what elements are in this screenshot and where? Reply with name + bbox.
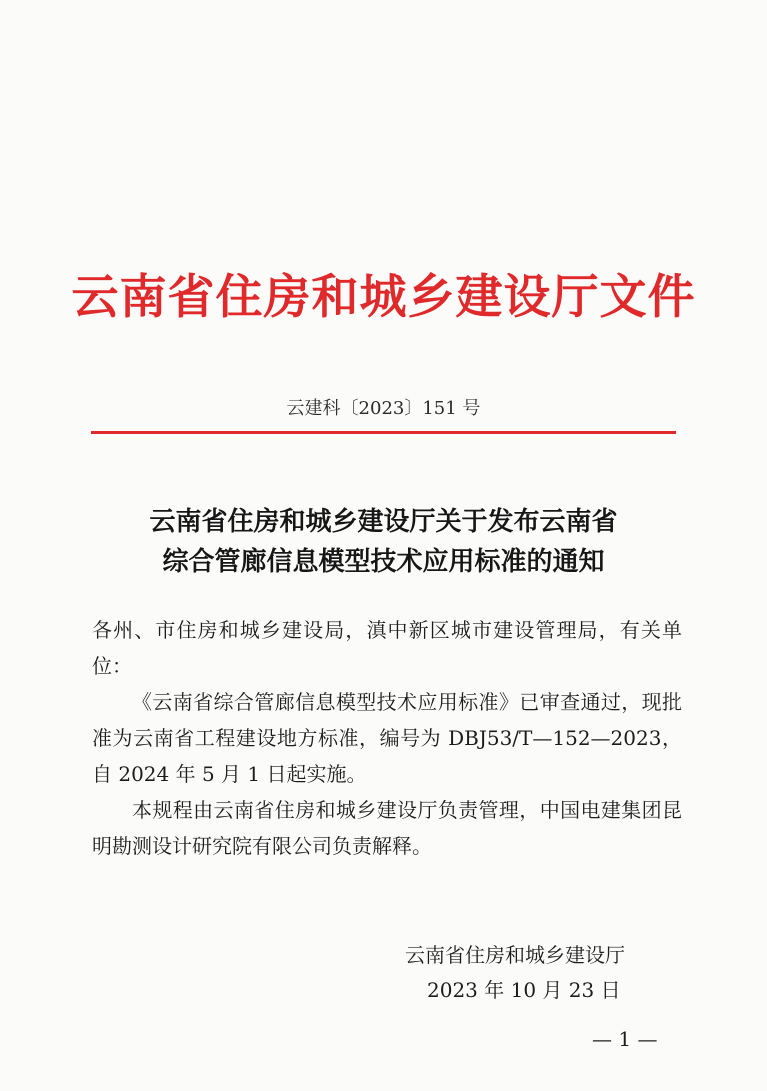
paragraph-approval: 《云南省综合管廊信息模型技术应用标准》已审查通过，现批准为云南省工程建设地方标准，编号为 DBJ53/T—152—2023，自 2024 年 5 月 1 日起实施。: [92, 690, 682, 786]
signature-organization: 云南省住房和城乡建设厅: [405, 943, 625, 967]
signature-date: 2023 年 10 月 23 日: [427, 978, 621, 1002]
notice-title-line-2: 综合管廊信息模型技术应用标准的通知: [162, 547, 605, 577]
addressee: 各州、市住房和城乡建设局，滇中新区城市建设管理局，有关单位：: [92, 618, 682, 678]
masthead-title: 云南省住房和城乡建设厅文件: [71, 270, 696, 325]
red-divider-line: [91, 431, 676, 434]
notice-title: [0, 502, 767, 582]
page-number: — 1 —: [592, 1027, 658, 1051]
notice-title-line-1: 云南省住房和城乡建设厅关于发布云南省: [149, 507, 618, 537]
paragraph-management: 本规程由云南省住房和城乡建设厅负责管理，中国电建集团昆明勘测设计研究院有限公司负责解释。: [92, 798, 682, 858]
document-number: 云建科〔2023〕151 号: [286, 398, 481, 419]
